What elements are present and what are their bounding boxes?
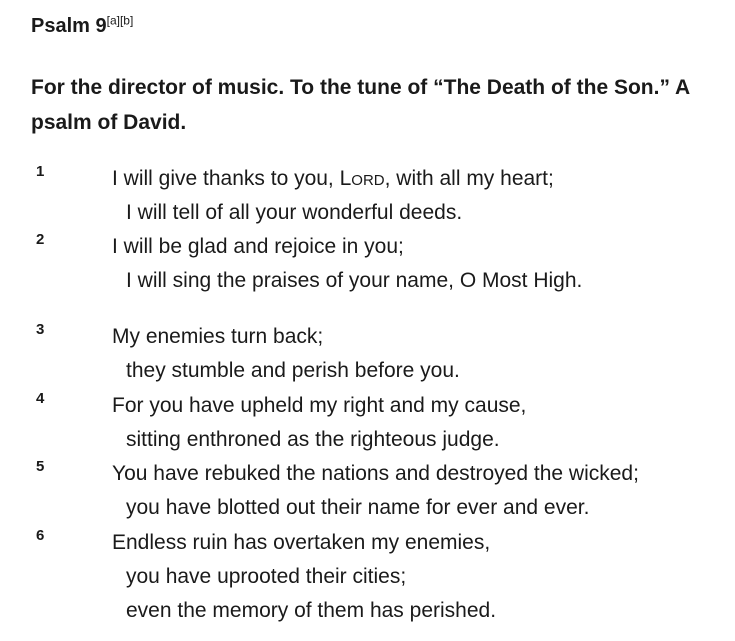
psalm-heading bbox=[31, 12, 133, 40]
verse-4-line-2: sitting enthroned as the righteous judge. bbox=[126, 428, 500, 451]
verse-1-line-1-tail: , with all my heart; bbox=[384, 167, 554, 190]
verse-6-line-2: you have uprooted their cities; bbox=[126, 565, 407, 588]
verse-number-2: 2 bbox=[36, 231, 45, 248]
verse-3-line-1: My enemies turn back; bbox=[112, 325, 324, 348]
verse-number-4: 4 bbox=[36, 390, 45, 407]
verse-number-5: 5 bbox=[36, 458, 45, 475]
psalm-title: Psalm 9 bbox=[31, 15, 107, 37]
footnote-a-link[interactable]: [a] bbox=[106, 13, 120, 28]
footnote-b-link[interactable]: [b] bbox=[119, 13, 134, 28]
verse-1-line-1-text: I will give thanks to you, bbox=[112, 167, 340, 190]
verse-number-3: 3 bbox=[36, 321, 45, 338]
verse-2-line-1: I will be glad and rejoice in you; bbox=[112, 235, 404, 258]
verse-5-line-1: You have rebuked the nations and destroyed the wicked; bbox=[112, 462, 639, 485]
verse-4-line-1: For you have upheld my right and my cause, bbox=[112, 394, 527, 417]
verse-2-line-2: I will sing the praises of your name, O Most High. bbox=[126, 269, 583, 292]
footnote-refs bbox=[107, 13, 134, 27]
verse-1-line-2: I will tell of all your wonderful deeds. bbox=[126, 201, 463, 224]
divine-name-lord: Lord bbox=[339, 167, 385, 190]
psalm-superscription: For the director of music. To the tune of “The Death of the Son.” A psalm of David. bbox=[31, 76, 690, 134]
verse-number-6: 6 bbox=[36, 527, 45, 544]
verse-number-1: 1 bbox=[36, 163, 45, 180]
verse-6-line-3: even the memory of them has perished. bbox=[126, 599, 497, 622]
verse-5-line-2: you have blotted out their name for ever and ever. bbox=[126, 496, 590, 519]
verse-1-line-1 bbox=[112, 166, 554, 192]
verse-3-line-2: they stumble and perish before you. bbox=[126, 359, 460, 382]
verse-6-line-1: Endless ruin has overtaken my enemies, bbox=[112, 531, 491, 554]
